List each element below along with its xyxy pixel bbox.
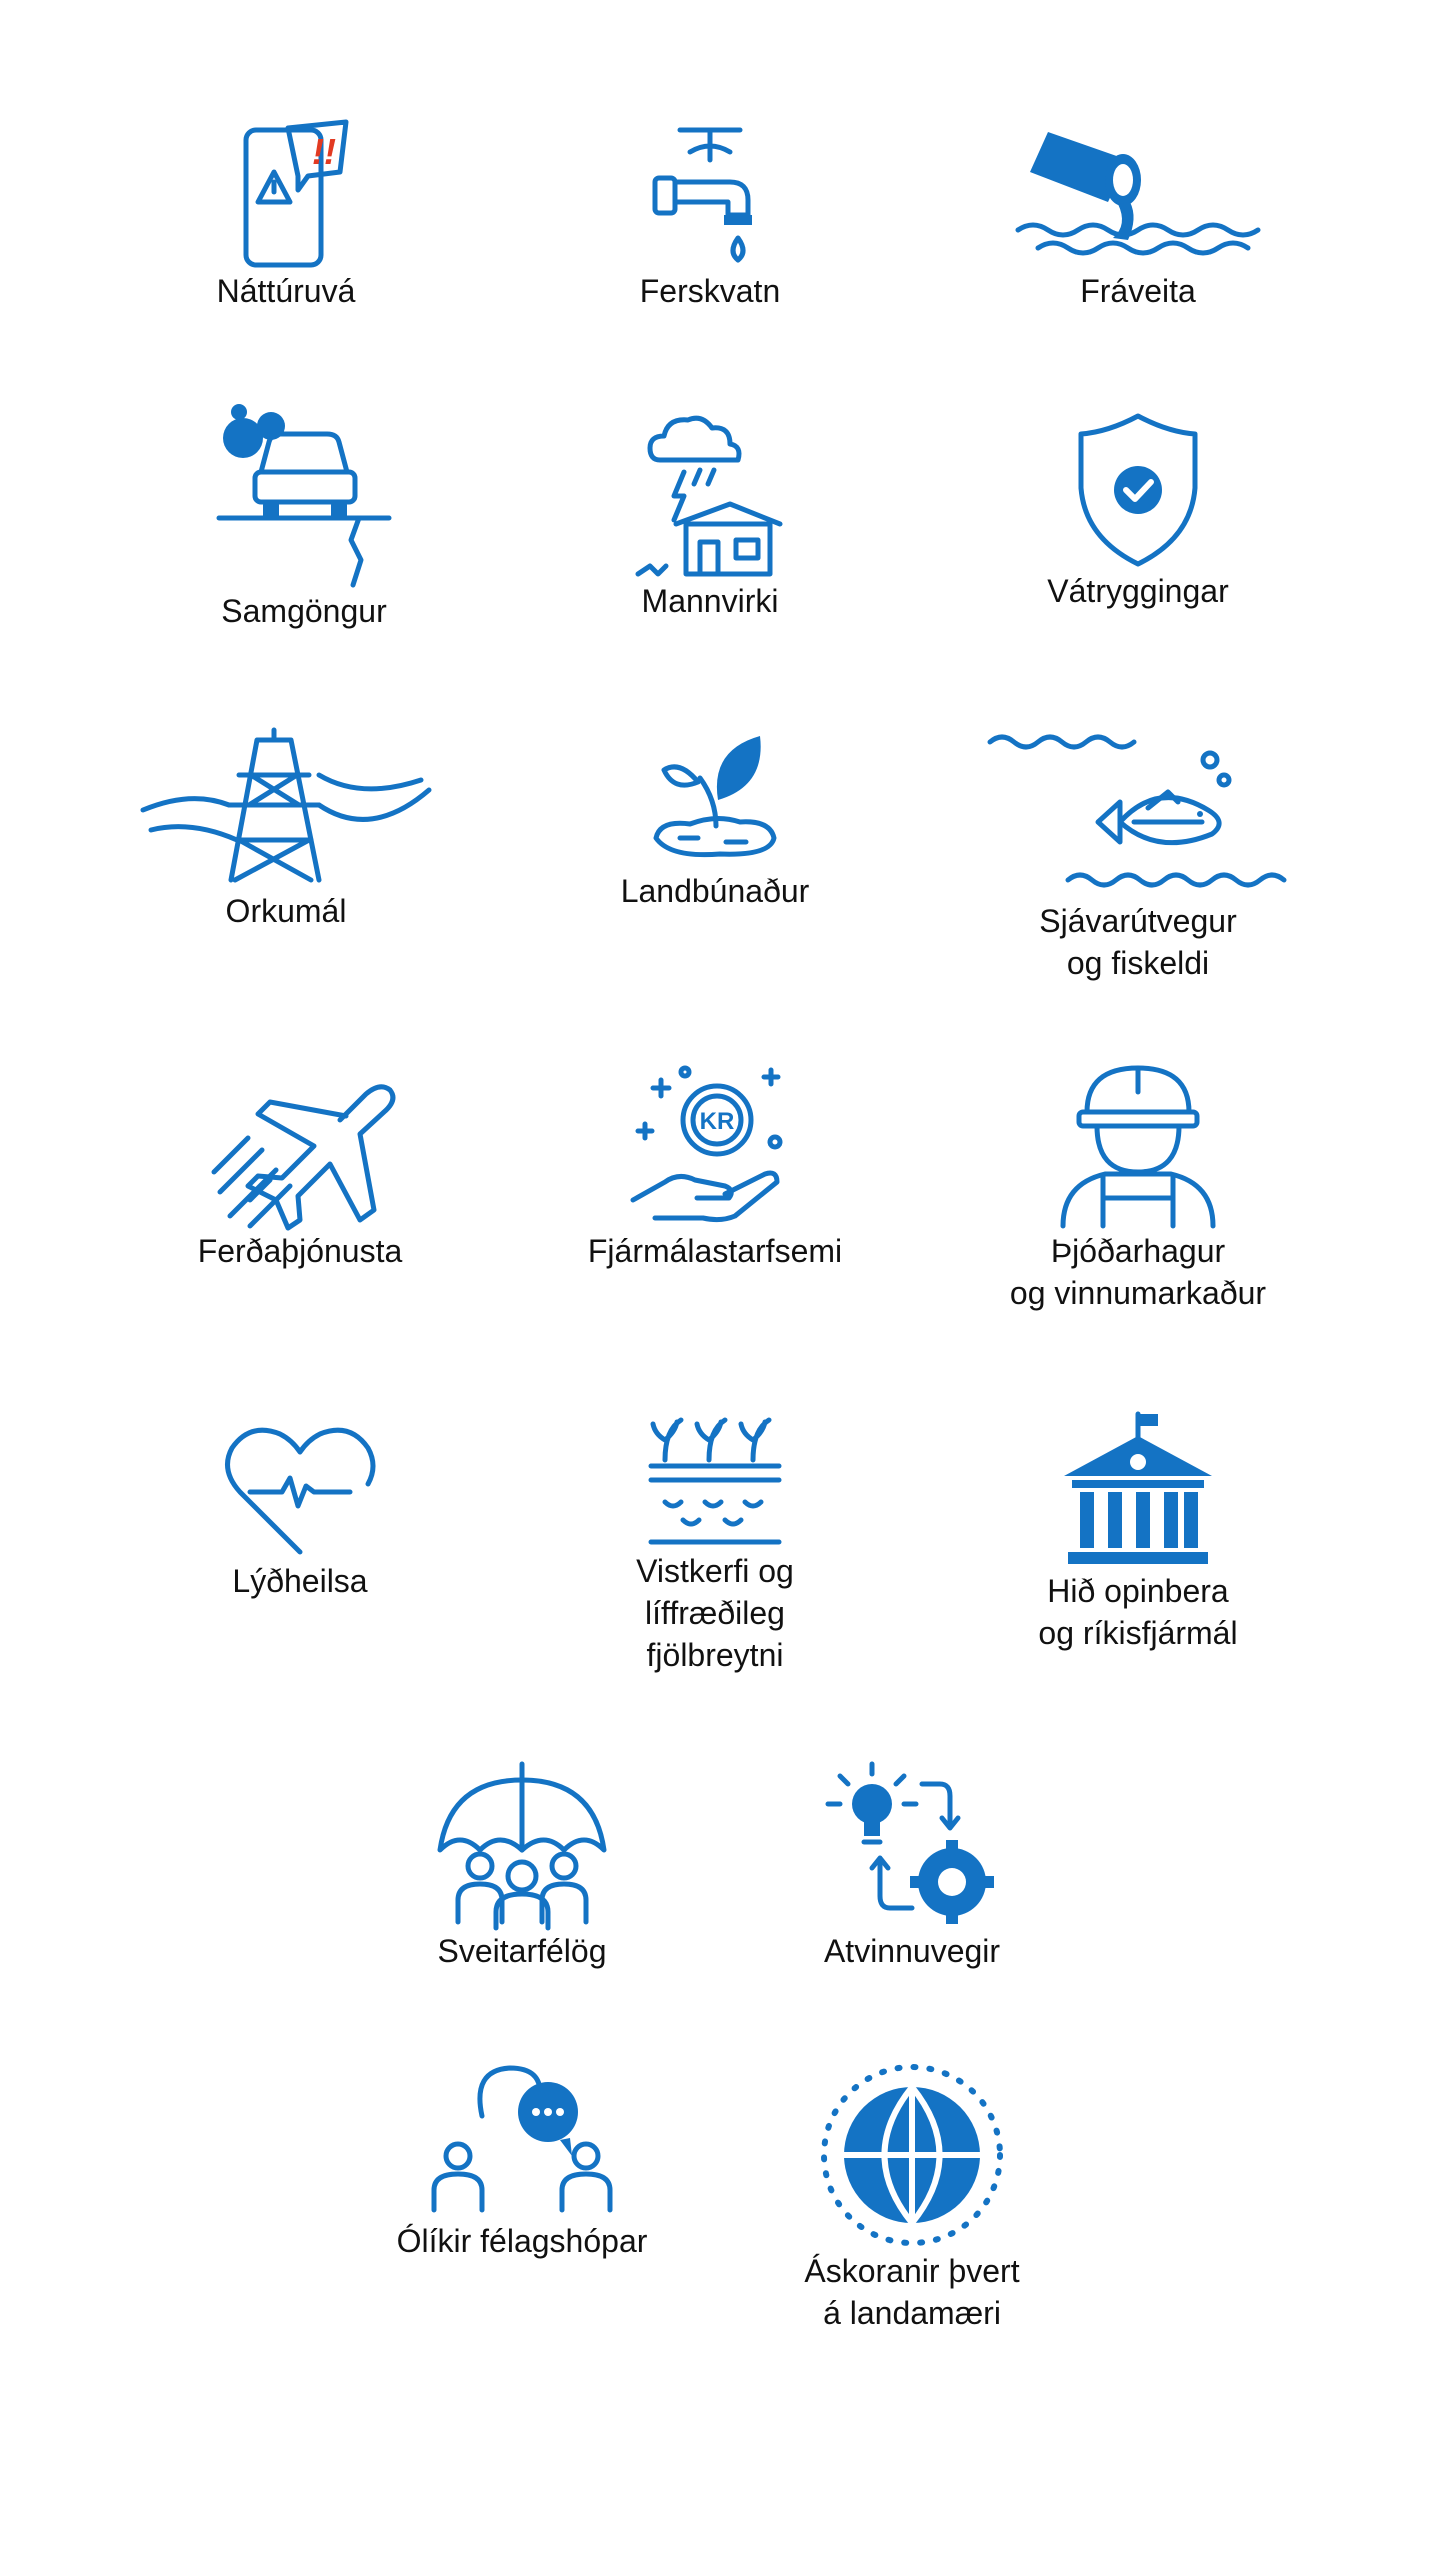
- topic-askoranir: [712, 2060, 1112, 2334]
- plant-sprout-icon: [515, 730, 915, 870]
- topic-label: Vistkerfi og líffræðileg fjölbreytni: [636, 1553, 794, 1673]
- phone-alert-icon: [86, 120, 486, 270]
- topic-label: Atvinnuvegir: [823, 1933, 1001, 1969]
- topic-ferskvatn: [510, 120, 910, 312]
- bulb-gear-icon: [712, 1760, 1112, 1930]
- topic-sveitarfelog: [322, 1760, 722, 1972]
- storm-house-icon: [510, 400, 910, 580]
- topic-label: Mannvirki: [641, 583, 779, 619]
- globe-icon: [712, 2060, 1112, 2250]
- topic-label: Ferskvatn: [639, 273, 781, 309]
- worker-helmet-icon: [938, 1060, 1338, 1230]
- topic-lydheilsa: [100, 1420, 500, 1602]
- topic-label: Sveitarfélög: [437, 1933, 607, 1969]
- umbrella-people-icon: [322, 1760, 722, 1930]
- topic-label: Náttúruvá: [216, 273, 356, 309]
- sewage-pipe-icon: [938, 120, 1338, 270]
- topic-mannvirki: [510, 400, 910, 622]
- topic-fjarmal: [515, 1050, 915, 1272]
- government-building-icon: [938, 1410, 1338, 1570]
- topic-orkumal: [86, 730, 486, 932]
- ecosystem-icon: [515, 1410, 915, 1550]
- topic-label: Orkumál: [225, 893, 347, 929]
- topic-label: Þjóðarhagur og vinnumarkaður: [1009, 1233, 1267, 1311]
- fish-waves-icon: [938, 730, 1338, 900]
- topic-label: Áskoranir þvert á landamæri: [804, 2253, 1020, 2331]
- topic-label: Ferðaþjónusta: [197, 1233, 403, 1269]
- topic-ferdathjonusta: [100, 1060, 500, 1272]
- coin-text: KR: [699, 1108, 735, 1135]
- landslide-car-icon: [104, 390, 504, 590]
- svg-text:!!: !!: [312, 131, 336, 172]
- airplane-icon: [100, 1060, 500, 1230]
- topic-label: Hið opinbera og ríkisfjármál: [1038, 1573, 1238, 1651]
- water-tap-icon: [510, 120, 910, 270]
- topic-atvinnuvegir: [712, 1760, 1112, 1972]
- topic-label: Ólíkir félagshópar: [396, 2223, 648, 2259]
- topic-fraveita: [938, 120, 1338, 312]
- topic-landbunadur: [515, 730, 915, 912]
- topic-label: Sjávarútvegur og fiskeldi: [1039, 903, 1237, 981]
- topic-label: Landbúnaður: [620, 873, 810, 909]
- shield-check-icon: [938, 410, 1338, 570]
- topic-samgongur: [104, 390, 504, 632]
- heart-pulse-icon: [100, 1420, 500, 1560]
- topic-hid-opinbera: [938, 1410, 1338, 1654]
- topic-label: Samgöngur: [221, 593, 387, 629]
- topic-label: Lýðheilsa: [232, 1563, 368, 1599]
- topic-label: Fráveita: [1080, 273, 1196, 309]
- topic-label: Vátryggingar: [1047, 573, 1229, 609]
- topic-label: Fjármálastarfsemi: [587, 1233, 843, 1269]
- topic-vistkerfi: [515, 1410, 915, 1676]
- topic-sjavarutvegur: [938, 730, 1338, 984]
- coin-hand-icon: [515, 1050, 915, 1230]
- topic-vatryggingar: [938, 410, 1338, 612]
- topic-olikir-felagshopar: [322, 2060, 722, 2262]
- topic-nattuva: [86, 120, 486, 312]
- people-chat-icon: [322, 2060, 722, 2220]
- power-pylon-icon: [86, 730, 486, 890]
- topic-thjodarhagur: [938, 1060, 1338, 1314]
